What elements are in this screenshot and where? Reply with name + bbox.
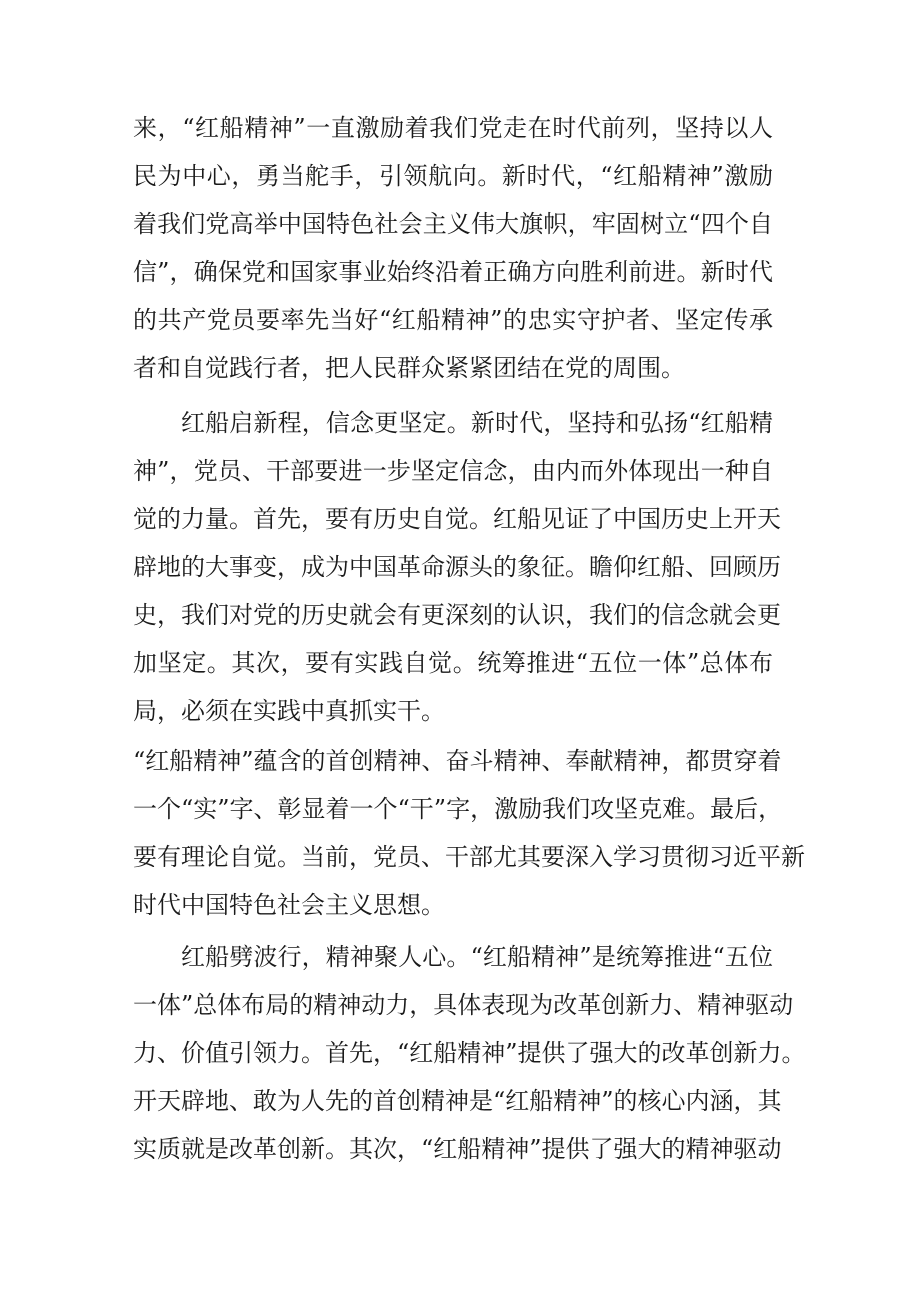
p3-line-1: “红船精神”蕴含的首创精神、奋斗精神、奉献精神，都贯穿着 [133,747,782,775]
p4-line-2: 一体”总体布局的精神动力，具体表现为改革创新力、精神驱动 [133,991,794,1019]
p3-line-3: 要有理论自觉。当前，党员、干部尤其要深入学习贯彻习近平新 [133,843,805,871]
p1-line-2: 民为中心，勇当舵手，引领航向。新时代，“红船精神”激励 [133,162,773,190]
p4-line-4: 开天辟地、敢为人先的首创精神是“红船精神”的核心内涵，其 [133,1087,782,1115]
p4-line-5: 实质就是改革创新。其次，“红船精神”提供了强大的精神驱动 [133,1135,782,1163]
p3-line-2: 一个“实”字、彰显着一个“干”字，激励我们攻坚克难。最后， [133,795,783,823]
p1-line-4: 信”，确保党和国家事业始终沿着正确方向胜利前进。新时代 [133,258,773,286]
p2-line-7: 局，必须在实践中真抓实干。 [133,697,445,725]
p3-line-4: 时代中国特色社会主义思想。 [133,891,445,919]
p1-line-1: 来，“红船精神”一直激励着我们党走在时代前列，坚持以人 [133,114,773,142]
p2-line-1: 红船启新程，信念更坚定。新时代，坚持和弘扬“红船精 [181,409,773,437]
p2-line-5: 史，我们对党的历史就会有更深刻的认识，我们的信念就会更 [133,601,781,629]
p1-line-3: 着我们党高举中国特色社会主义伟大旗帜，牢固树立“四个自 [133,210,773,238]
p1-line-6: 者和自觉践行者，把人民群众紧紧团结在党的周围。 [133,354,685,382]
p1-line-5: 的共产党员要率先当好“红船精神”的忠实守护者、坚定传承 [133,306,773,334]
p2-line-3: 觉的力量。首先，要有历史自觉。红船见证了中国历史上开天 [133,505,781,533]
p4-line-1: 红船劈波行，精神聚人心。“红船精神”是统筹推进“五位 [181,943,773,971]
p2-line-6: 加坚定。其次，要有实践自觉。统筹推进“五位一体”总体布 [133,649,773,677]
p4-line-3: 力、价值引领力。首先，“红船精神”提供了强大的改革创新力。 [133,1039,806,1067]
p2-line-2: 神”，党员、干部要进一步坚定信念，由内而外体现出一种自 [133,457,773,485]
p2-line-4: 辟地的大事变，成为中国革命源头的象征。瞻仰红船、回顾历 [133,553,781,581]
